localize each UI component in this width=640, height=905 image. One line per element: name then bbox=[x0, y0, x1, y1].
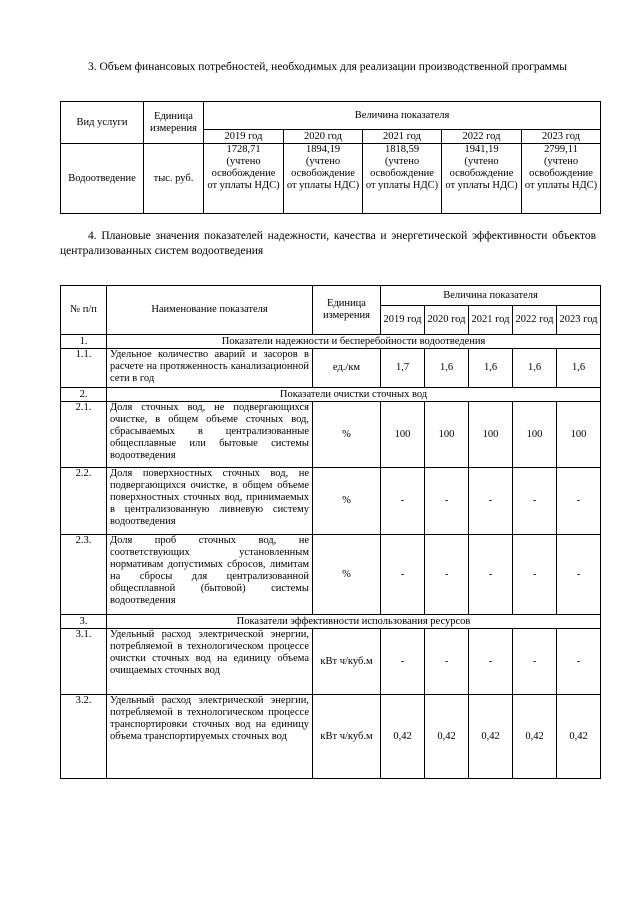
value-cell: - bbox=[425, 468, 469, 535]
value-cell: - bbox=[425, 629, 469, 695]
indicator-name-cell: Доля сточных вод, не подвергающихся очистке, в общем объеме сточных вод, сбрасываемых в централизованные общесплавные или бытовые системы водоотведения bbox=[107, 402, 313, 468]
value-cell: - bbox=[469, 629, 513, 695]
value-cell: 1,6 bbox=[557, 349, 601, 388]
year-header: 2023 год bbox=[522, 130, 601, 144]
table-row bbox=[61, 144, 601, 214]
col-name-header: Наименование показателя bbox=[107, 286, 313, 335]
indicator-name-cell: Доля поверхностных сточных вод, не подвергающихся очистке, в общем объеме поверхностных сточных вод, принимаемых в централизованную ливневую систему водоотведения bbox=[107, 468, 313, 535]
value-cell: 100 bbox=[557, 402, 601, 468]
value-cell: 0,42 bbox=[557, 695, 601, 779]
section-row bbox=[61, 615, 601, 629]
col-num-header: № п/п bbox=[61, 286, 107, 335]
year-header: 2019 год bbox=[381, 306, 425, 335]
value-cell: 1818,59 (учтено освобождение от уплаты НДС) bbox=[363, 144, 442, 214]
value-cell: 0,42 bbox=[425, 695, 469, 779]
row-number-cell: 3.1. bbox=[61, 629, 107, 695]
row-number-cell: 1.1. bbox=[61, 349, 107, 388]
table-row bbox=[61, 629, 601, 695]
col-value-header: Величина показателя bbox=[381, 286, 601, 306]
unit-cell: % bbox=[313, 535, 381, 615]
unit-cell: % bbox=[313, 402, 381, 468]
indicator-name-cell: Удельный расход электрической энергии, потребляемой в технологическом процессе очистки сточных вод на единицу объема очищаемых сточных вод bbox=[107, 629, 313, 695]
year-header: 2023 год bbox=[557, 306, 601, 335]
row-number-cell: 2.3. bbox=[61, 535, 107, 615]
value-cell: - bbox=[469, 535, 513, 615]
unit-cell: тыс. руб. bbox=[144, 144, 204, 214]
indicator-name-cell: Удельное количество аварий и засоров в расчете на протяженность канализационной сети в год bbox=[107, 349, 313, 388]
financial-needs-table bbox=[60, 101, 601, 214]
value-cell: 100 bbox=[469, 402, 513, 468]
table-row bbox=[61, 468, 601, 535]
table-row bbox=[61, 349, 601, 388]
value-cell: 1728,71 (учтено освобождение от уплаты НДС) bbox=[204, 144, 284, 214]
value-cell: 1,6 bbox=[469, 349, 513, 388]
row-number-cell: 2.2. bbox=[61, 468, 107, 535]
value-cell: - bbox=[381, 468, 425, 535]
col-service-header: Вид услуги bbox=[61, 102, 144, 144]
col-unit-header: Единица измерения bbox=[313, 286, 381, 335]
value-cell: - bbox=[557, 468, 601, 535]
year-header: 2020 год bbox=[425, 306, 469, 335]
table-row bbox=[61, 535, 601, 615]
row-number-cell: 3.2. bbox=[61, 695, 107, 779]
value-cell: - bbox=[381, 535, 425, 615]
unit-cell: % bbox=[313, 468, 381, 535]
value-cell: 1,6 bbox=[425, 349, 469, 388]
value-cell: - bbox=[513, 629, 557, 695]
service-cell: Водоотведение bbox=[61, 144, 144, 214]
unit-cell: кВт ч/куб.м bbox=[313, 695, 381, 779]
unit-cell: кВт ч/куб.м bbox=[313, 629, 381, 695]
value-cell: - bbox=[469, 468, 513, 535]
year-header: 2019 год bbox=[204, 130, 284, 144]
value-cell: 100 bbox=[425, 402, 469, 468]
indicators-table bbox=[60, 285, 601, 779]
value-cell: 100 bbox=[513, 402, 557, 468]
section-row bbox=[61, 335, 601, 349]
indicator-name-cell: Доля проб сточных вод, не соответствующих установленным нормативам допустимых сбросов, лимитам на сбросы для централизованной общесплавной (бытовой) системы водоотведения bbox=[107, 535, 313, 615]
section4-heading: 4. Плановые значения показателей надежности, качества и энергетической эффективности объектов централизованных систем водоотведения bbox=[60, 230, 596, 257]
value-cell: 1941,19 (учтено освобождение от уплаты НДС) bbox=[442, 144, 522, 214]
section3-heading: 3. Объем финансовых потребностей, необходимых для реализации производственной программы bbox=[88, 61, 567, 73]
value-cell: 1,6 bbox=[513, 349, 557, 388]
indicator-name-cell: Удельный расход электрической энергии, потребляемой в технологическом процессе транспортировки сточных вод на единицу объема транспортируемых сточных вод bbox=[107, 695, 313, 779]
value-cell: 1,7 bbox=[381, 349, 425, 388]
row-number-cell: 3. bbox=[61, 615, 107, 629]
table-row bbox=[61, 695, 601, 779]
value-cell: - bbox=[557, 535, 601, 615]
value-cell: 100 bbox=[381, 402, 425, 468]
year-header: 2021 год bbox=[469, 306, 513, 335]
value-cell: - bbox=[513, 535, 557, 615]
year-header: 2021 год bbox=[363, 130, 442, 144]
row-number-cell: 1. bbox=[61, 335, 107, 349]
col-unit-header: Единица измерения bbox=[144, 102, 204, 144]
value-cell: 2799,11 (учтено освобождение от уплаты НДС) bbox=[522, 144, 601, 214]
year-header: 2022 год bbox=[513, 306, 557, 335]
value-cell: - bbox=[425, 535, 469, 615]
row-number-cell: 2.1. bbox=[61, 402, 107, 468]
section-title-cell: Показатели очистки сточных вод bbox=[107, 388, 601, 402]
section-title-cell: Показатели эффективности использования ресурсов bbox=[107, 615, 601, 629]
value-cell: - bbox=[557, 629, 601, 695]
value-cell: 0,42 bbox=[381, 695, 425, 779]
value-cell: 0,42 bbox=[513, 695, 557, 779]
value-cell: 1894,19 (учтено освобождение от уплаты НДС) bbox=[284, 144, 363, 214]
value-cell: - bbox=[381, 629, 425, 695]
year-header: 2022 год bbox=[442, 130, 522, 144]
col-value-header: Величина показателя bbox=[204, 102, 601, 130]
year-header: 2020 год bbox=[284, 130, 363, 144]
row-number-cell: 2. bbox=[61, 388, 107, 402]
table-row bbox=[61, 402, 601, 468]
section-title-cell: Показатели надежности и бесперебойности водоотведения bbox=[107, 335, 601, 349]
unit-cell: ед./км bbox=[313, 349, 381, 388]
value-cell: - bbox=[513, 468, 557, 535]
value-cell: 0,42 bbox=[469, 695, 513, 779]
section-row bbox=[61, 388, 601, 402]
